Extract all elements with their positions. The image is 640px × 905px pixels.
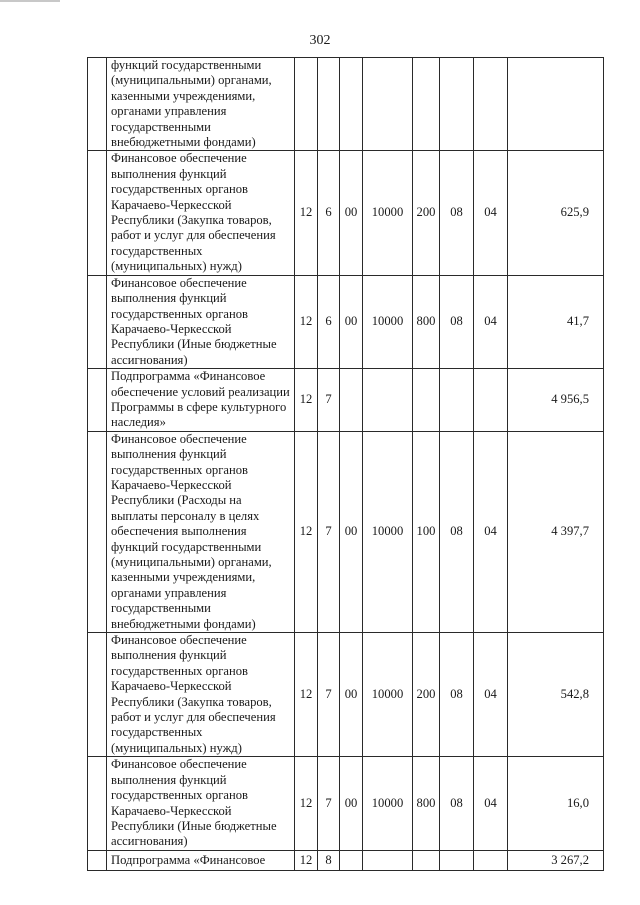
amount-cell: 41,7 [508, 275, 604, 368]
code-subprogram: 7 [318, 633, 340, 757]
amount-cell: 16,0 [508, 757, 604, 850]
code-expense [363, 369, 413, 432]
code-subsection [474, 369, 508, 432]
code-expense [363, 850, 413, 870]
code-program: 12 [295, 275, 318, 368]
blank-cell [88, 151, 107, 275]
blank-cell [88, 431, 107, 632]
row-name: Подпрограмма «Финансовое обеспечение условий реализации Программы в сфере культурного наследия» [107, 369, 295, 432]
code-type [413, 58, 440, 151]
row-name: Финансовое обеспечение выполнения функций государственных органов Карачаево-Черкесской Республики (Закупка товаров, работ и услуг для обеспечения государственных (муниципальных) нужд) [107, 151, 295, 275]
amount-cell: 4 397,7 [508, 431, 604, 632]
table-row [88, 850, 604, 870]
table-row [88, 431, 604, 632]
code-expense: 10000 [363, 151, 413, 275]
blank-cell [88, 369, 107, 432]
code-type: 800 [413, 275, 440, 368]
code-subprogram: 7 [318, 369, 340, 432]
amount-cell: 542,8 [508, 633, 604, 757]
code-expense: 10000 [363, 431, 413, 632]
code-expense: 10000 [363, 275, 413, 368]
code-program: 12 [295, 151, 318, 275]
blank-cell [88, 58, 107, 151]
amount-cell: 3 267,2 [508, 850, 604, 870]
code-expense: 10000 [363, 757, 413, 850]
budget-table [87, 57, 604, 871]
code-program [295, 58, 318, 151]
code-type [413, 850, 440, 870]
code-subsection [474, 850, 508, 870]
code-section [440, 369, 474, 432]
code-type: 800 [413, 757, 440, 850]
code-type [413, 369, 440, 432]
code-direction: 00 [340, 757, 363, 850]
table-row [88, 58, 604, 151]
blank-cell [88, 757, 107, 850]
code-direction [340, 369, 363, 432]
code-section: 08 [440, 275, 474, 368]
amount-cell: 4 956,5 [508, 369, 604, 432]
code-program: 12 [295, 369, 318, 432]
blank-cell [88, 275, 107, 368]
row-name: Финансовое обеспечение выполнения функций государственных органов Карачаево-Черкесской Республики (Иные бюджетные ассигнования) [107, 275, 295, 368]
code-program: 12 [295, 757, 318, 850]
table-row [88, 151, 604, 275]
row-name: Финансовое обеспечение выполнения функций государственных органов Карачаево-Черкесской Республики (Иные бюджетные ассигнования) [107, 757, 295, 850]
code-direction: 00 [340, 431, 363, 632]
code-type: 100 [413, 431, 440, 632]
blank-cell [88, 633, 107, 757]
code-subprogram [318, 58, 340, 151]
table-row [88, 633, 604, 757]
amount-cell: 625,9 [508, 151, 604, 275]
code-section: 08 [440, 757, 474, 850]
code-section [440, 850, 474, 870]
code-program: 12 [295, 633, 318, 757]
scan-artifact [0, 0, 60, 2]
row-name: Подпрограмма «Финансовое [107, 850, 295, 870]
code-type: 200 [413, 151, 440, 275]
page-number: 302 [309, 33, 331, 48]
code-subprogram: 7 [318, 757, 340, 850]
code-section [440, 58, 474, 151]
code-subprogram: 7 [318, 431, 340, 632]
code-subsection [474, 58, 508, 151]
table-row [88, 757, 604, 850]
code-subsection: 04 [474, 275, 508, 368]
blank-cell [88, 850, 107, 870]
code-section: 08 [440, 151, 474, 275]
table-row [88, 275, 604, 368]
row-name: Финансовое обеспечение выполнения функций государственных органов Карачаево-Черкесской Республики (Расходы на выплаты персоналу в целях обеспечения выполнения функций государственными (муниципальными) органами, казенными учреждениями, органами управления государственными внебюджетными фондами) [107, 431, 295, 632]
code-subprogram: 6 [318, 275, 340, 368]
code-subprogram: 8 [318, 850, 340, 870]
code-subsection: 04 [474, 633, 508, 757]
code-section: 08 [440, 431, 474, 632]
code-direction: 00 [340, 633, 363, 757]
code-expense [363, 58, 413, 151]
code-direction: 00 [340, 151, 363, 275]
code-subprogram: 6 [318, 151, 340, 275]
code-direction [340, 58, 363, 151]
code-subsection: 04 [474, 151, 508, 275]
row-name: функций государственными (муниципальными) органами, казенными учреждениями, органами управления государственными внебюджетными фондами) [107, 58, 295, 151]
table-row [88, 369, 604, 432]
code-direction [340, 850, 363, 870]
code-program: 12 [295, 850, 318, 870]
code-type: 200 [413, 633, 440, 757]
code-expense: 10000 [363, 633, 413, 757]
amount-cell [508, 58, 604, 151]
code-subsection: 04 [474, 757, 508, 850]
code-program: 12 [295, 431, 318, 632]
code-direction: 00 [340, 275, 363, 368]
code-subsection: 04 [474, 431, 508, 632]
row-name: Финансовое обеспечение выполнения функций государственных органов Карачаево-Черкесской Республики (Закупка товаров, работ и услуг для обеспечения государственных (муниципальных) нужд) [107, 633, 295, 757]
code-section: 08 [440, 633, 474, 757]
